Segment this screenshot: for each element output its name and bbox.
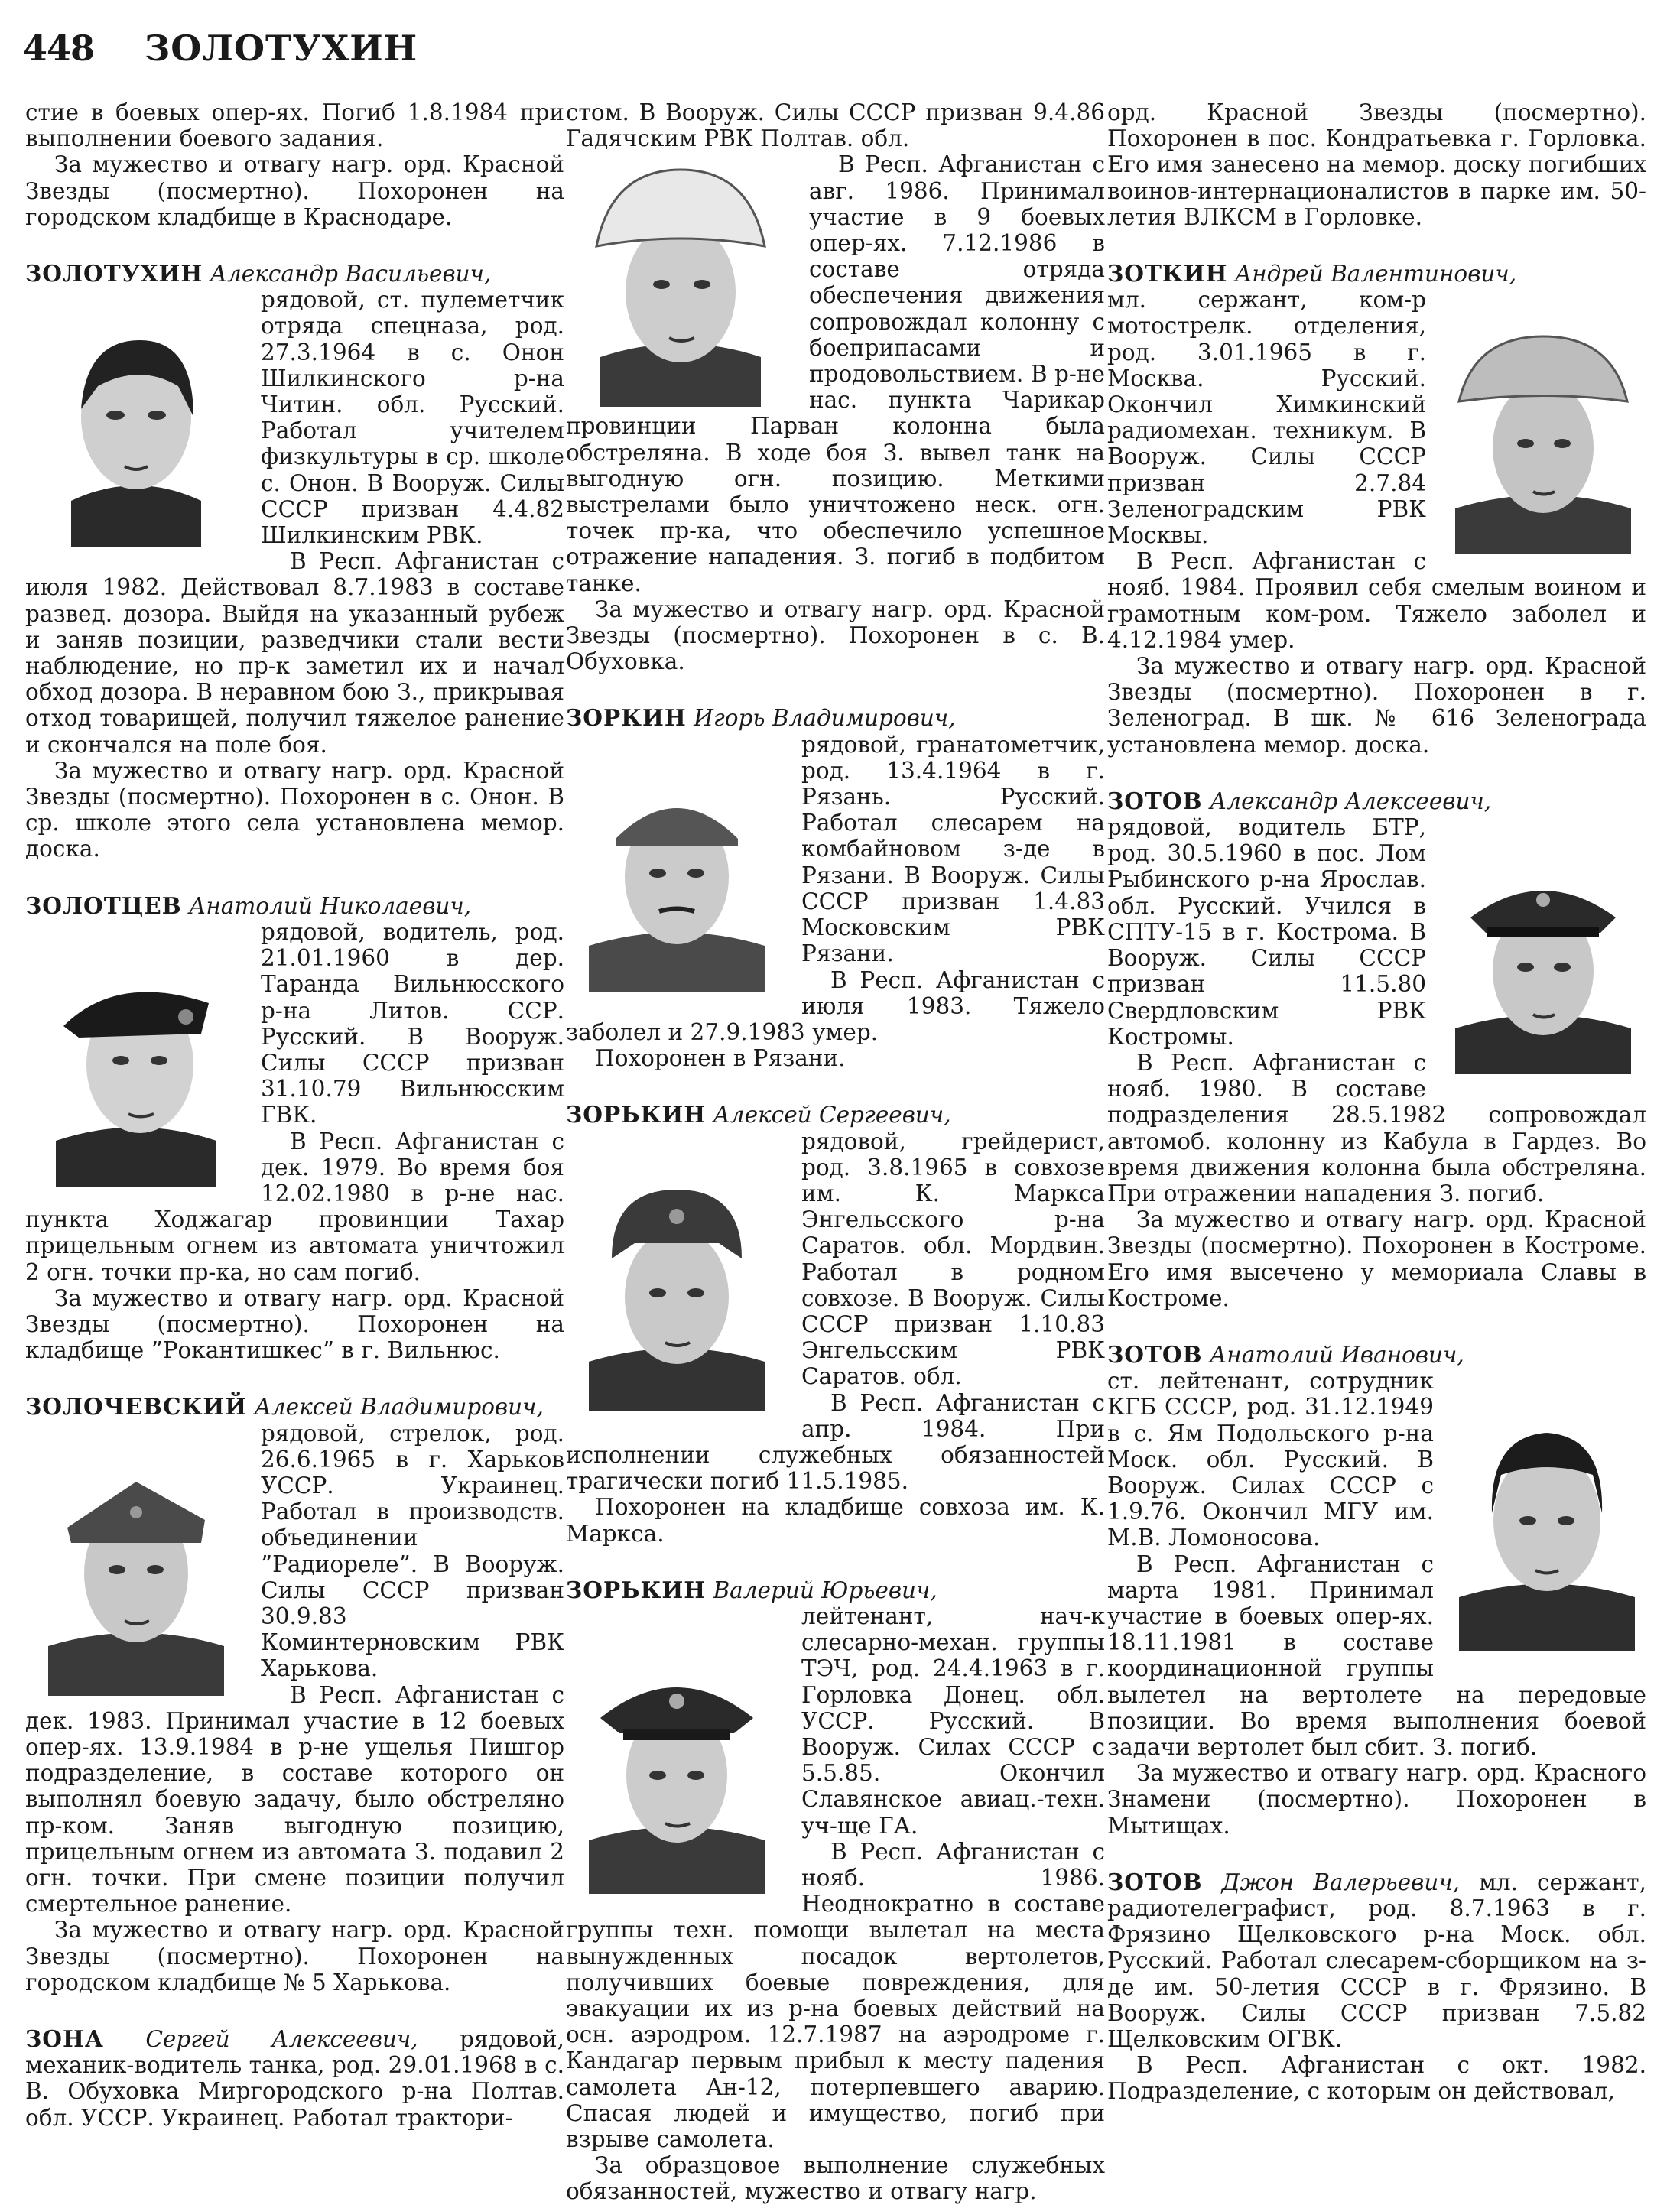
- column-3: [1107, 99, 1646, 2105]
- entry-award: Похоронен на кладбище совхоза им. К. Маркса.: [566, 1494, 1105, 1547]
- entry-zorkin-aleksei: [566, 1102, 1105, 1546]
- entry-surname: ЗОРЬКИН: [566, 1101, 707, 1128]
- entry-surname: ЗОНА: [25, 2025, 104, 2053]
- entry-surname: ЗОТОВ: [1107, 1868, 1203, 1895]
- entry-names: Игорь Владимирович,: [694, 705, 956, 732]
- entry-names: Валерий Юрьевич,: [713, 1577, 937, 1603]
- entry-service: В Респ. Афганистан с дек. 1983. Принимал участие в 12 боевых опер-ях. 13.9.1984 в р-не ущелья Пишгор подразделение, в составе которого он выполнял боевую задачу, было обстреляно пр-ком. Заняв выгодную позицию, прицельным огнем из автомата З. подавил 2 огн. точки. При смене позиции получил смертельное ранение.: [25, 1681, 564, 1918]
- entry-names: Джон Валерьевич,: [1221, 1869, 1461, 1895]
- entry-zorkin-valery: [566, 1577, 1105, 2205]
- entry-zona: [25, 2026, 564, 2131]
- entry-award: За мужество и отвагу нагр. орд. Красного Знамени (посмертно). Похоронен в Мытищах.: [1107, 1760, 1646, 1839]
- entry-names: Андрей Валентинович,: [1234, 261, 1517, 287]
- portrait-photo: [566, 762, 788, 992]
- running-head: ЗОЛОТУХИН: [145, 28, 418, 69]
- entry-surname: ЗОРЬКИН: [566, 1576, 707, 1603]
- entry-zotov-anatoly: [1107, 1342, 1646, 1839]
- portrait-photo: [1440, 317, 1646, 554]
- entry-names: Александр Алексеевич,: [1209, 788, 1492, 814]
- entry-names: Алексей Владимирович,: [254, 1394, 544, 1421]
- entry-bio: мл. сержант, ком-р мотострелк. отделения, род. 3.01.1965 в г. Москва. Русский. Окончил Химкинский радиомехан. техникум. В Вооруж. Силы СССР призван 2.7.84 Зеленоградским РВК Москвы.: [1107, 287, 1426, 549]
- entry-service: В Респ. Афганистан с нояб. 1980. В составе подразделения 28.5.1982 сопровождал автомоб. колонну из Кабула в Гардез. Во время движения колонна была обстреляна. При отражении нападения З. погиб.: [1107, 1049, 1646, 1206]
- entry-surname: ЗОЛОТЦЕВ: [25, 891, 182, 919]
- entry-surname: ЗОРКИН: [566, 704, 687, 732]
- entry-surname: ЗОТОВ: [1107, 1340, 1203, 1368]
- entry-bio: ст. лейтенант, сотрудник КГБ СССР, род. 31.12.1949 в с. Ям Подольского р-на Моск. обл. Русский. В Вооруж. Силах СССР с 1.9.76. Окончил МГУ им. М.В. Ломоносова.: [1107, 1368, 1434, 1551]
- entry-names: Сергей Алексеевич,: [145, 2026, 418, 2053]
- page-number: 448: [23, 28, 95, 69]
- entry-names: Александр Васильевич,: [210, 261, 492, 287]
- entry-zorkin: [566, 705, 1105, 1071]
- entry-names: Анатолий Иванович,: [1209, 1341, 1464, 1368]
- entry-surname: ЗОЛОТУХИН: [25, 260, 203, 287]
- entry-award: За мужество и отвагу нагр. орд. Красной Звезды (посмертно). Похоронен в с. Онон. В ср. школе этого села установлена мемор. доска.: [25, 757, 564, 862]
- entry-surname: ЗОТКИН: [1107, 260, 1228, 287]
- award-text: За мужество и отвагу нагр. орд. Красной Звезды (посмертно). Похоронен в с. В. Обуховка.: [566, 596, 1105, 675]
- portrait-photo: [25, 950, 247, 1187]
- column-2: [566, 99, 1105, 2205]
- entry-service: В Респ. Афганистан с дек. 1979. Во время боя 12.02.1980 в р-не нас. пункта Ходжагар провинции Тахар прицельным огнем из автомата уничтожил 2 огн. точки пр-ка, но сам погиб.: [25, 1128, 564, 1285]
- entry-names: Анатолий Николаевич,: [189, 892, 472, 919]
- entry-award: За мужество и отвагу нагр. орд. Красной Звезды (посмертно). Похоронен на городском кладбище № 5 Харькова.: [25, 1917, 564, 1996]
- entry-zotkin: [1107, 261, 1646, 758]
- column-1: [25, 99, 564, 2131]
- portrait-photo: [566, 154, 795, 407]
- entry-service: В Респ. Афганистан с июля 1983. Тяжело заболел и 27.9.1983 умер.: [566, 966, 1105, 1045]
- entry-service: В Респ. Афганистан с июля 1982. Действовал 8.7.1983 в составе развед. дозора. Выйдя на указанный рубеж и заняв позиции, разведчики стали вести наблюдение, но пр-к заметил их и начал обход дозора. В неравном бою З., прикрывая отход товарищей, получил тяжелое ранение и скончался на поле боя.: [25, 548, 564, 758]
- entry-service: В Респ. Афганистан с нояб. 1986. Неоднократно в составе группы техн. помощи вылетал на места вынужденных посадок вертолетов, получивших боевые повреждения, для эвакуации их из р-на боевых действий на осн. аэродром. 12.7.1987 на аэродроме г. Кандагар первым прибыл к месту падения самолета Ан-12, потерпевшего аварию. Спасая людей и имущество, погиб при взрыве самолета.: [566, 1838, 1105, 2153]
- award-text: За мужество и отвагу нагр. орд. Красной Звезды (посмертно). Похоронен на городском кладбище в Краснодаре.: [25, 151, 564, 230]
- page-header: [23, 28, 418, 81]
- entry-names: Алексей Сергеевич,: [713, 1102, 951, 1128]
- entry-bio: рядовой, гранатометчик, род. 13.4.1964 в г. Рязань. Русский. Работал слесарем на комбайновом з-де в Рязани. В Вооруж. Силы СССР призван 1.4.83 Московским РВК Рязани.: [801, 731, 1105, 967]
- entry-service: В Респ. Афганистан с нояб. 1984. Проявил себя смелым воином и грамотным ком-ром. Тяжело заболел и 4.12.1984 умер.: [1107, 548, 1646, 653]
- portrait-photo: [25, 317, 247, 547]
- entry-bio: рядовой, ст. пулеметчик отряда спецназа, род. 27.3.1964 в с. Онон Шилкинского р-на Читин. обл. Русский. Работал учителем физкультуры в ср. школе с. Онон. В Вооруж. Силы СССР призван 4.4.82 Шилкинским РВК.: [261, 287, 564, 549]
- entry-zolochevsky: [25, 1394, 564, 1996]
- continuation-text: стом. В Вооруж. Силы СССР призван 9.4.86 Гадячским РВК Полтав. обл.: [566, 99, 1105, 152]
- entry-award: За образцовое выполнение служебных обязанностей, мужество и отвагу нагр.: [566, 2152, 1105, 2205]
- entry-bio: рядовой, водитель, род. 21.01.1960 в дер. Таранда Вильнюсского р-на Литов. ССР. Русский. В Вооруж. Силы СССР призван 31.10.79 Вильнюсским ГВК.: [261, 918, 564, 1128]
- portrait-photo: [566, 1634, 788, 1894]
- portrait-photo: [1448, 1398, 1646, 1651]
- entry-bio: рядовой, водитель БТР, род. 30.5.1960 в пос. Лом Рыбинского р-на Ярослав. обл. Русский. Учился в СПТУ-15 в г. Кострома. В Вооруж. Силы СССР призван 11.5.80 Свердловским РВК Костромы.: [1107, 814, 1426, 1050]
- entry-bio: рядовой, стрелок, род. 26.6.1965 в г. Харьков УССР. Украинец. Работал в производств. объединении ”Радиореле”. В Вооруж. Силы СССР призван 30.9.83 Коминтерновским РВК Харькова.: [261, 1420, 564, 1682]
- portrait-photo: [25, 1451, 247, 1696]
- continuation-text: орд. Красной Звезды (посмертно). Похоронен в пос. Кондратьевка г. Горловка. Его имя занесено на мемор. доску погибших воинов-интернационалистов в парке им. 50-летия ВЛКСМ в Горловке.: [1107, 99, 1646, 230]
- entry-award: За мужество и отвагу нагр. орд. Красной Звезды (посмертно). Похоронен в г. Зеленоград. В шк. № 616 Зеленограда установлена мемор. доска.: [1107, 653, 1646, 758]
- entry-zotov-dzhon: [1107, 1869, 1646, 2105]
- entry-service: В Респ. Афганистан с апр. 1984. При исполнении служебных обязанностей трагически погиб 11.5.1985.: [566, 1389, 1105, 1495]
- entry-award: За мужество и отвагу нагр. орд. Красной Звезды (посмертно). Похоронен в Костроме. Его имя высечено у мемориала Славы в Костроме.: [1107, 1206, 1646, 1311]
- entry-surname: ЗОТОВ: [1107, 787, 1203, 814]
- entry-bio: рядовой, грейдерист, род. 3.8.1965 в совхозе им. К. Маркса Энгельсского р-на Саратов. обл. Мордвин. Работал в родном совхозе. В Вооруж. Силы СССР призван 1.10.83 Энгельсским РВК Саратов. обл.: [801, 1128, 1105, 1390]
- entry-service: В Респ. Афганистан с марта 1981. Принимал участие в боевых опер-ях. 18.11.1981 в составе координационной группы вылетел на вертолете на передовые позиции. Во время выполнения боевой задачи вертолет был сбит. З. погиб.: [1107, 1551, 1646, 1760]
- entry-zolotukhin: [25, 261, 564, 862]
- entry-service: В Респ. Афганистан с окт. 1982. Подразделение, с которым он действовал,: [1107, 2052, 1646, 2105]
- entry-bio: мл. сержант, радиотелеграфист, род. 8.7.1963 в г. Фрязино Щелковского р-на Моск. обл. Русский. Работал слесарем-сборщиком на з-де им. 50-летия СССР в г. Фрязино. В Вооруж. Силы СССР призван 7.5.82 Щелковским ОГВК.: [1107, 1869, 1646, 2053]
- entry-service: В Респ. Афганистан с авг. 1986. Принимал участие в 9 боевых опер-ях. 7.12.1986 в составе отряда обеспечения движения сопровождал колонну с боеприпасами и продовольствием. В р-не нас. пункта Чарикар провинции Парван колонна была обстреляна. В ходе боя З. вывел танк на выгодную огн. позицию. Меткими выстрелами было уничтожено неск. огн. точек пр-ка, что обеспечило успешное отражение нападения. З. погиб в подбитом танке.: [566, 151, 1105, 596]
- entry-surname: ЗОЛОЧЕВСКИЙ: [25, 1393, 248, 1421]
- continuation-text: стие в боевых опер-ях. Погиб 1.8.1984 при выполнении боевого задания.: [25, 99, 564, 152]
- entry-bio: лейтенант, нач-к слесарно-механ. группы ТЭЧ, род. 24.4.1963 в г. Горловка Донец. обл. УССР. Русский. В Вооруж. Силах СССР с 5.5.85. Окончил Славянское авиац.-техн. уч-ще ГА.: [801, 1603, 1105, 1839]
- entry-award: Похоронен в Рязани.: [595, 1045, 846, 1072]
- entry-zotov-aleksandr: [1107, 788, 1646, 1311]
- entry-award: За мужество и отвагу нагр. орд. Красной Звезды (посмертно). Похоронен на кладбище ”Рокантишкес” в г. Вильнюс.: [25, 1284, 564, 1364]
- portrait-photo: [1440, 845, 1646, 1074]
- entry-zolottsev: [25, 893, 564, 1364]
- entry-bio: рядовой, механик-водитель танка, род. 29.01.1968 в с. В. Обуховка Миргородского р-на Полтав. обл. УССР. Украинец. Работал трактори-: [25, 2026, 564, 2131]
- portrait-photo: [566, 1159, 788, 1411]
